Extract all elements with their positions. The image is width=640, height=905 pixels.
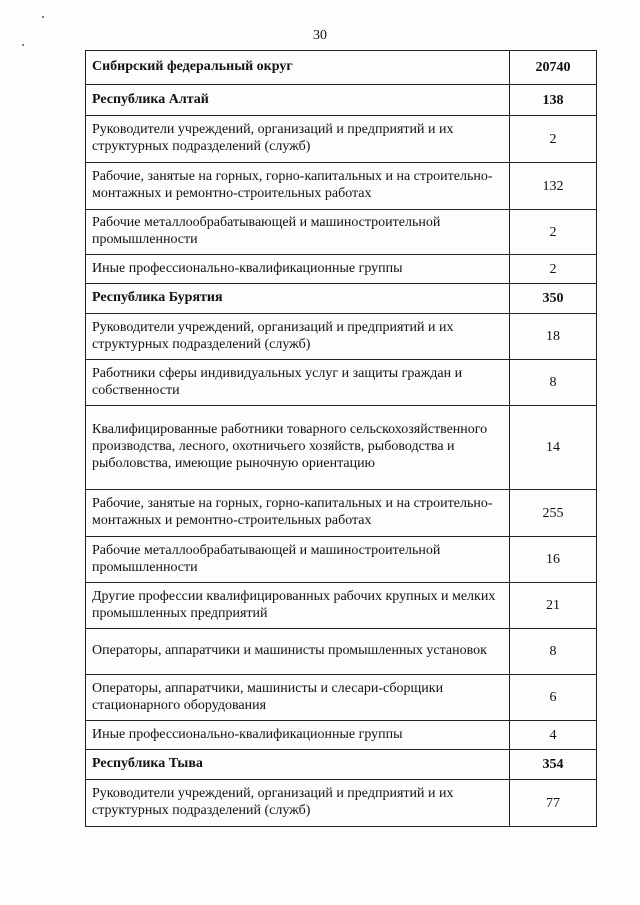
- occupation-group-name: Рабочие металлообрабатывающей и машиностроительной промышленности: [86, 210, 510, 255]
- occupation-row: [86, 116, 597, 163]
- occupation-group-name: Квалифицированные работники товарного сельскохозяйственного производства, лесного, охотничьего хозяйств, рыбоводства и рыболовства, имеющие рыночную ориентацию: [86, 406, 510, 490]
- region-name: Республика Бурятия: [86, 284, 510, 314]
- occupation-row: [86, 314, 597, 360]
- occupation-count: 132: [510, 163, 597, 210]
- occupation-row: [86, 255, 597, 284]
- occupation-group-name: Иные профессионально-квалификационные группы: [86, 721, 510, 750]
- occupation-count: 255: [510, 490, 597, 537]
- occupation-group-name: Рабочие, занятые на горных, горно-капитальных и на строительно-монтажных и ремонтно-строительных работах: [86, 490, 510, 537]
- occupation-count: 21: [510, 583, 597, 629]
- occupation-count: 8: [510, 360, 597, 406]
- page-number: 30: [313, 28, 327, 43]
- region-name: Республика Тыва: [86, 750, 510, 780]
- occupation-row: [86, 721, 597, 750]
- region-row: [86, 85, 597, 116]
- occupation-row: [86, 583, 597, 629]
- occupation-group-name: Операторы, аппаратчики и машинисты промышленных установок: [86, 629, 510, 675]
- occupation-row: [86, 675, 597, 721]
- occupation-count: 4: [510, 721, 597, 750]
- occupation-row: [86, 490, 597, 537]
- occupation-group-name: Руководители учреждений, организаций и предприятий и их структурных подразделений (служб): [86, 780, 510, 827]
- occupation-row: [86, 780, 597, 827]
- occupation-count: 8: [510, 629, 597, 675]
- occupation-count: 77: [510, 780, 597, 827]
- employment-quota-table: [85, 50, 597, 827]
- scan-speck: [22, 44, 24, 46]
- occupation-group-name: Рабочие металлообрабатывающей и машиностроительной промышленности: [86, 537, 510, 583]
- occupation-count: 6: [510, 675, 597, 721]
- occupation-group-name: Работники сферы индивидуальных услуг и защиты граждан и собственности: [86, 360, 510, 406]
- occupation-row: [86, 360, 597, 406]
- region-total: 138: [510, 85, 597, 116]
- occupation-count: 16: [510, 537, 597, 583]
- region-name: Республика Алтай: [86, 85, 510, 116]
- occupation-group-name: Руководители учреждений, организаций и предприятий и их структурных подразделений (служб): [86, 314, 510, 360]
- occupation-row: [86, 629, 597, 675]
- region-total: 350: [510, 284, 597, 314]
- region-row: [86, 750, 597, 780]
- occupation-count: 18: [510, 314, 597, 360]
- occupation-count: 2: [510, 210, 597, 255]
- occupation-row: [86, 210, 597, 255]
- region-total: 20740: [510, 51, 597, 85]
- occupation-group-name: Рабочие, занятые на горных, горно-капитальных и на строительно-монтажных и ремонтно-строительных работах: [86, 163, 510, 210]
- region-row: [86, 284, 597, 314]
- occupation-count: 2: [510, 255, 597, 284]
- scan-speck: [42, 16, 44, 18]
- quota-table-body: [86, 51, 597, 827]
- region-name: Сибирский федеральный округ: [86, 51, 510, 85]
- region-row: [86, 51, 597, 85]
- region-total: 354: [510, 750, 597, 780]
- occupation-group-name: Руководители учреждений, организаций и предприятий и их структурных подразделений (служб): [86, 116, 510, 163]
- occupation-count: 2: [510, 116, 597, 163]
- occupation-row: [86, 406, 597, 490]
- occupation-count: 14: [510, 406, 597, 490]
- occupation-group-name: Иные профессионально-квалификационные группы: [86, 255, 510, 284]
- occupation-row: [86, 163, 597, 210]
- occupation-row: [86, 537, 597, 583]
- occupation-group-name: Операторы, аппаратчики, машинисты и слесари-сборщики стационарного оборудования: [86, 675, 510, 721]
- occupation-group-name: Другие профессии квалифицированных рабочих крупных и мелких промышленных предприятий: [86, 583, 510, 629]
